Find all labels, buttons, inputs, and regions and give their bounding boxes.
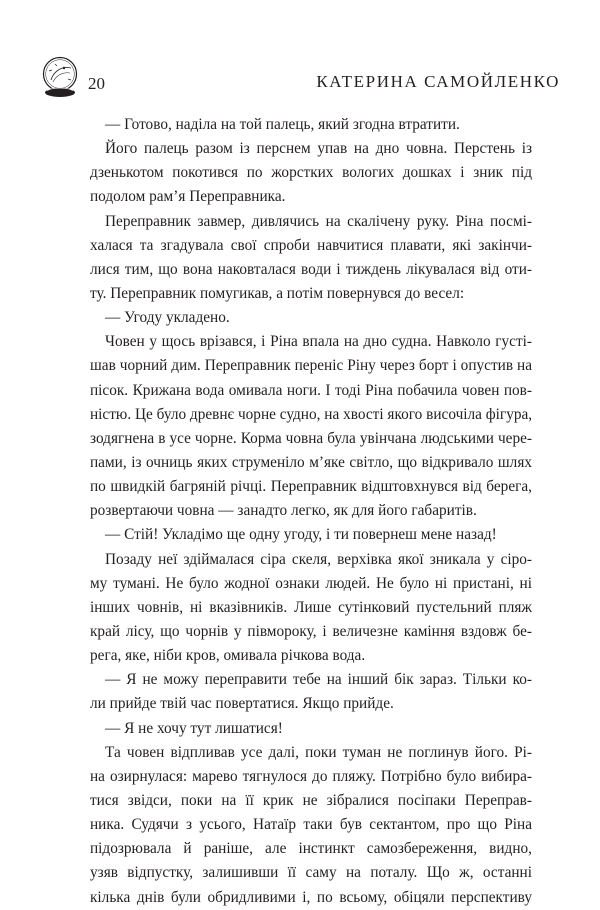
- text-line: — Угоду укладено.: [105, 309, 230, 327]
- page-number: 20: [88, 74, 105, 93]
- running-title: КАТЕРИНА САМОЙЛЕНКО: [316, 72, 560, 91]
- text-line: лися тим, що вона наковталася води і тиждень лікувалася від оти-: [90, 260, 532, 278]
- text-line: зодягнена в усе чорне. Корма човна була увінчана людськими чере-: [90, 429, 532, 447]
- text-line: шав чорний дим. Переправник переніс Ріну через борт і опустив на: [90, 357, 532, 375]
- text-line: халася та згадувала свої спроби навчитися плавати, які закінчи-: [90, 236, 532, 254]
- text-line: — Я не можу переправити тебе на інший бік зараз. Тільки ко-: [105, 671, 532, 689]
- text-line: ту. Переправник помугикав, а потім повернувся до весел:: [90, 284, 465, 302]
- text-line: Човен у щось врізався, і Ріна впала на дно судна. Навколо густі-: [105, 333, 532, 351]
- body-text: [90, 113, 532, 910]
- text-line: Та човен відпливав усе далі, поки туман не поглинув його. Рі-: [105, 743, 532, 761]
- text-line: інших човнів, ні вказівників. Лише сутінковий пустельний пляж: [90, 598, 532, 616]
- text-line: — Готово, наділа на той палець, який згодна втратити.: [105, 116, 460, 133]
- text-line: підозрювала й раніше, але інстинкт самозбереження, видно,: [90, 840, 532, 858]
- text-line: ника. Судячи з усього, Натаїр таки був сектантом, про що Ріна: [90, 816, 532, 834]
- text-line: кілька днів були обридливими і, по всьому, обіцяли перспективу: [90, 888, 532, 906]
- text-line: дзенькотом покотився по жорстких вологих дошках і зник під: [90, 164, 532, 182]
- text-line: на озирнулася: марево тягнулося до пляжу. Потрібно було вибира-: [90, 767, 532, 785]
- text-line: розвертаючи човна — занадто легко, як для його габаритів.: [90, 502, 477, 520]
- text-line: ли прийде твій час повертатися. Якщо прийде.: [90, 695, 394, 713]
- text-line: пісок. Крижана вода омивала ноги. І тоді Ріна побачила човен пов-: [90, 381, 532, 399]
- text-line: подолом рам’я Переправника.: [90, 188, 286, 206]
- page-header: [40, 56, 560, 100]
- text-line: Його палець разом із перснем упав на дно човна. Перстень із: [105, 140, 532, 158]
- text-line: тися звідси, поки на її крик не зібралися посіпаки Переправ-: [90, 791, 532, 809]
- text-line: му тумані. Не було жодної ознаки людей. Не було ні пристані, ні: [90, 574, 532, 592]
- text-line: ністю. Це було древнє чорне судно, на хвості якого височіла фігура,: [90, 405, 533, 423]
- text-line: по швидкій багряній річці. Переправник відштовхнувся від берега,: [90, 478, 532, 496]
- text-line: рега, яке, ніби кров, омивала річкова вода.: [90, 647, 366, 665]
- text-line: Переправник завмер, дивлячись на скалічену руку. Ріна посмі-: [105, 212, 532, 230]
- text-line: — Стій! Укладімо ще одну угоду, і ти повернеш мене назад!: [105, 526, 497, 544]
- text-line: край лісу, що чорнів у півмороку, і величезне каміння вздовж бе-: [90, 622, 532, 640]
- text-line: Позаду неї здіймалася сіра скеля, верхівка якої зникала у сіро-: [105, 550, 532, 568]
- text-line: узяв відпустку, залишивши її саму на поталу. Що ж, останні: [90, 864, 532, 882]
- moon-emblem-icon: [40, 56, 80, 100]
- text-line: пами, із очниць яких струменіло м’яке світло, що відкривало шлях: [90, 453, 532, 471]
- text-line: — Я не хочу тут лишатися!: [105, 719, 283, 737]
